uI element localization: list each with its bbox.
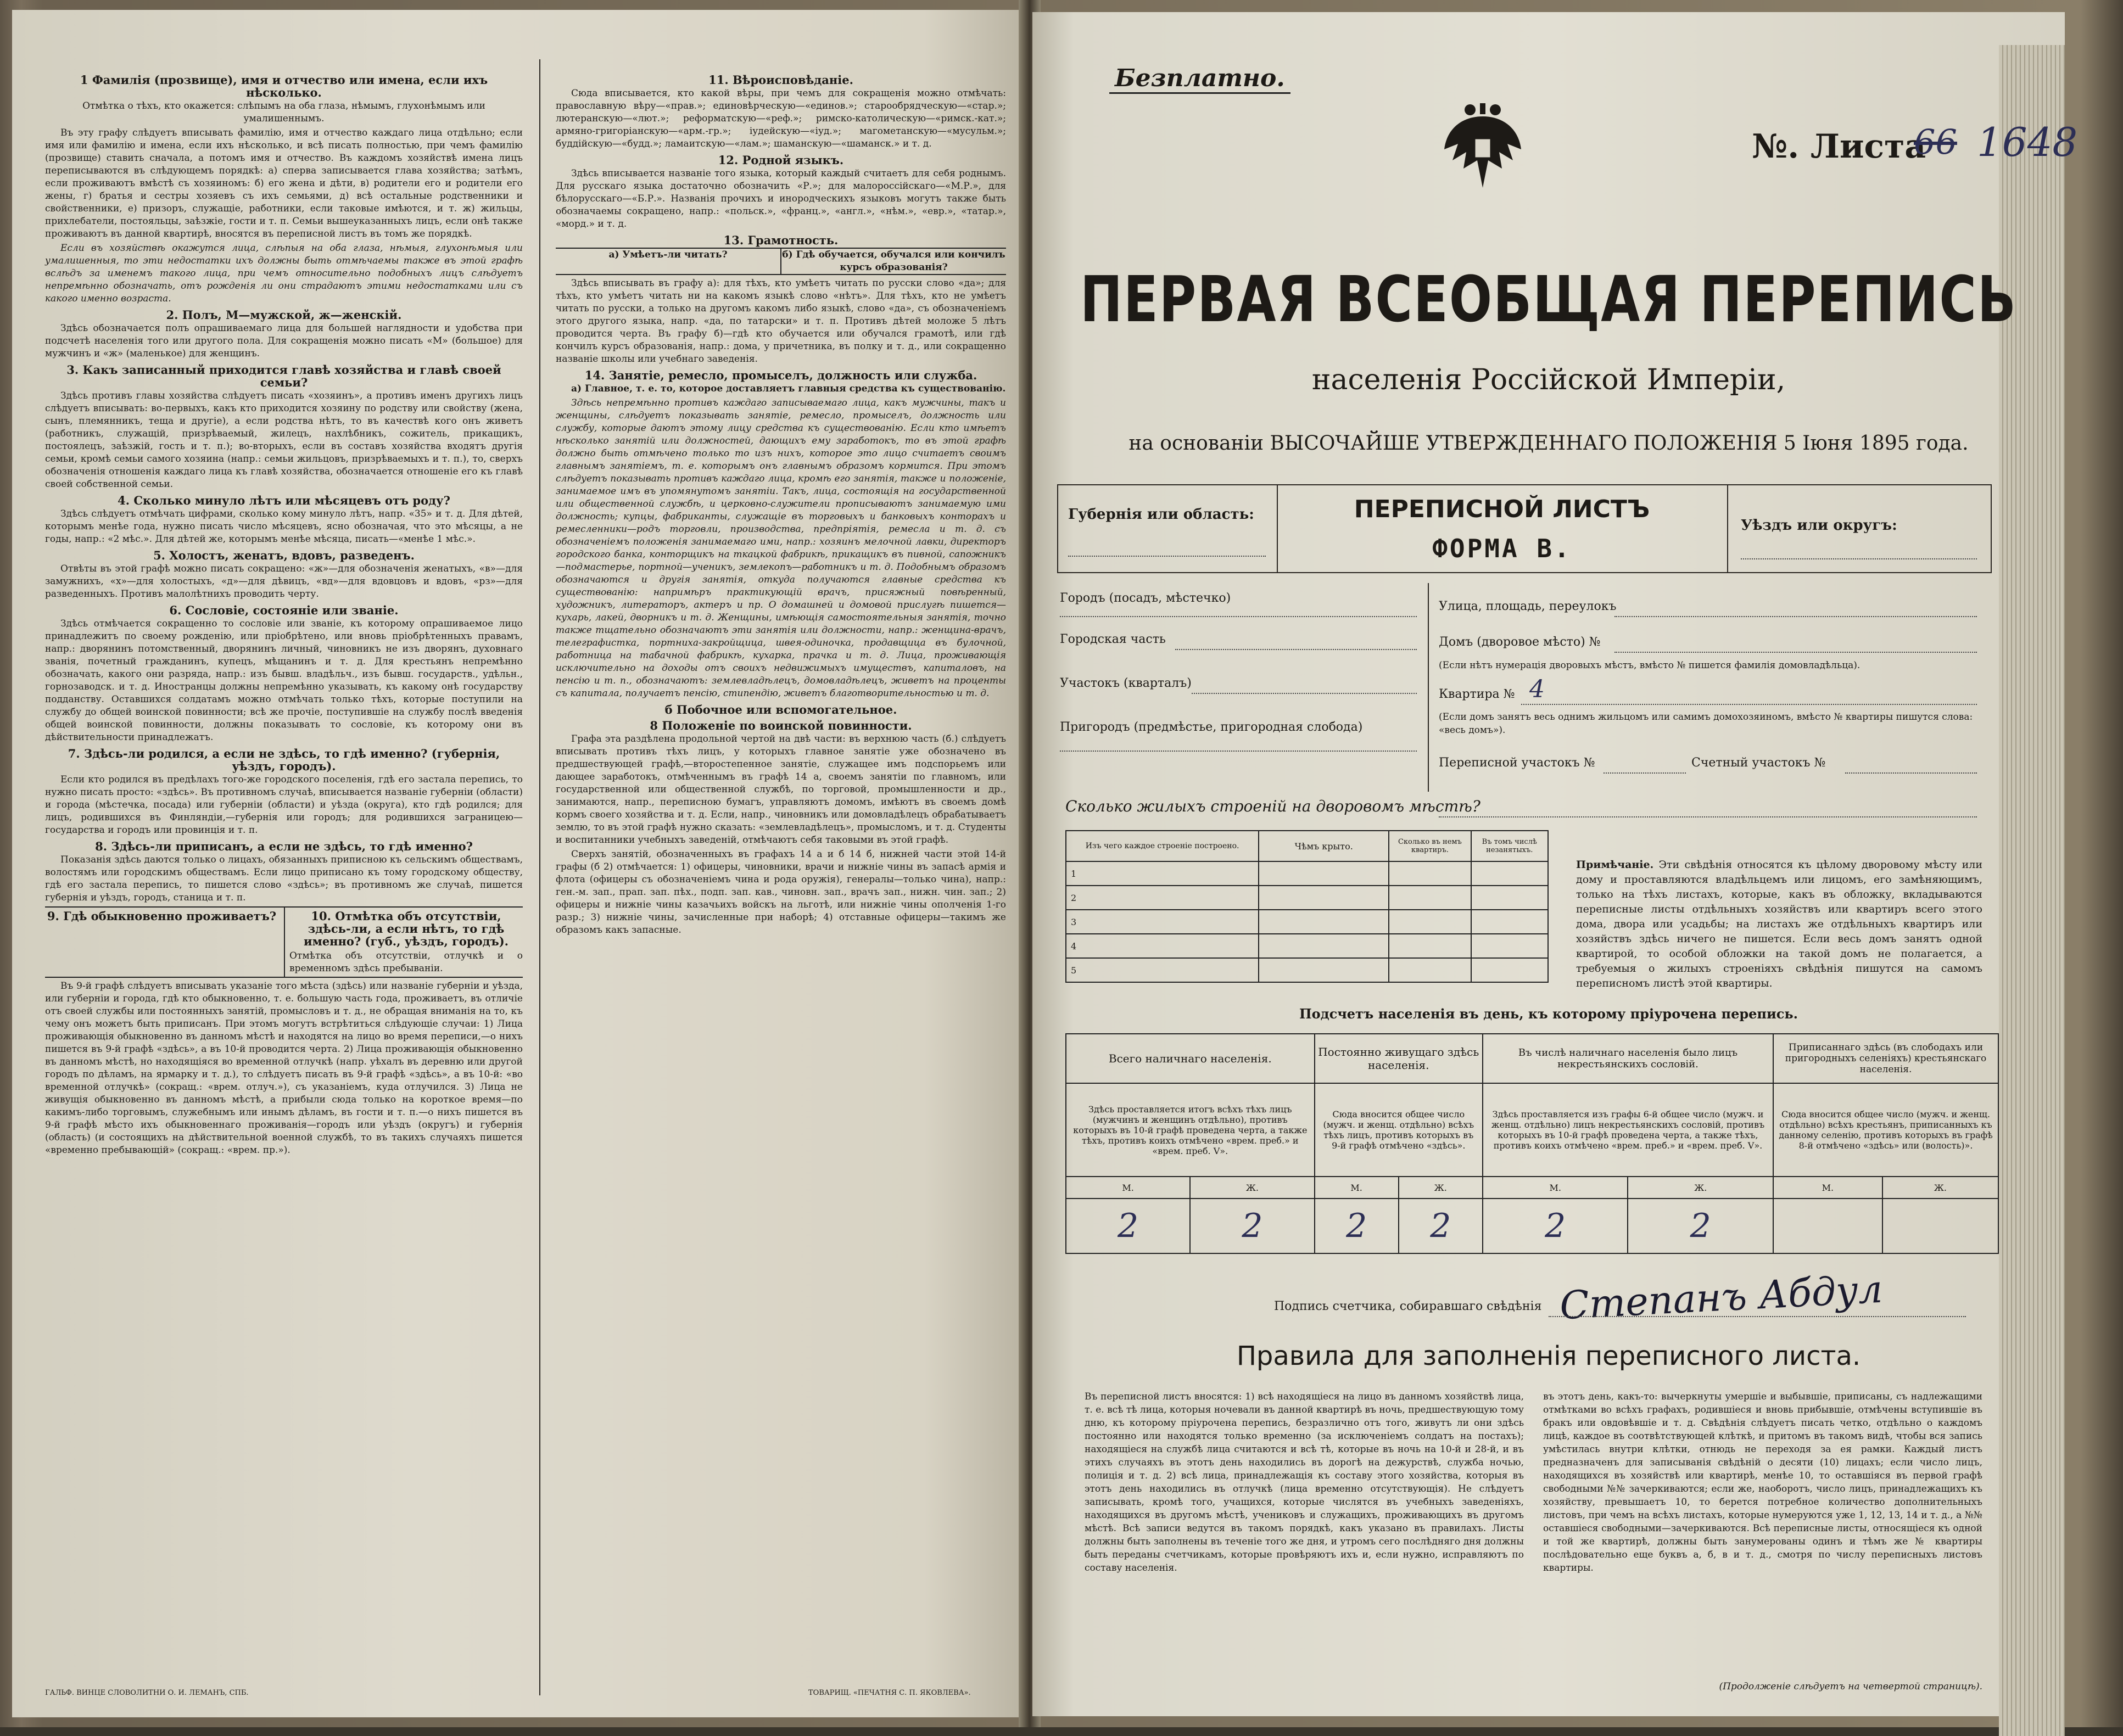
section-14-body: Здѣсь непремѣнно противъ каждаго записываемаго лица, какъ мужчины, такъ и женщины, слѣдуетъ показывать занятіе, ремесло, промыселъ, должность или службу, которые даютъ этому лицу средства къ существованію. Если кто имѣетъ нѣсколько занятій или должностей, дающихъ ему заработокъ, то въ этой графѣ должно быть отмѣчено только то изъ нихъ, которое это лицо считаетъ своимъ главнымъ занятіемъ, т. е. которымъ онъ главнымъ образомъ кормится. При этомъ слѣдуетъ показывать противъ каждаго лица, кромѣ его занятія, также и положеніе, занимаемое имъ въ упомянутомъ занятіи. Такъ, лица, состоящія на государственной или общественной службѣ, и церковно-служители прописываютъ занимаемую ими должность; купцы, фабриканты, служащіе въ торговыхъ и банковыхъ конторахъ и ремесленники—родъ торговли, производства, предпріятія, ремесла и т. д. съ обозначеніемъ положенія занимаемаго ими, напр.: хозяинъ мелочной лавки, директоръ городского банка, конторщикъ на ткацкой фабрикѣ, прикащикъ въ пивной, сапожникъ—подмастерье, портной—ученикъ, землекопъ—работникъ и т. д. Подобнымъ образомъ обозначаются и другія занятія, откуда получаются главные средства къ существованію: напримѣръ практикующій врачъ, присяжный повѣренный, художникъ, литераторъ, актеръ и пр. О домашней и домовой прислугѣ пишется—кухарь, лакей, дворникъ и т. д. Женщины, имѣющія самостоятельныя занятія, точно также тщательно обозначаютъ эти занятія или должности, напр.: женщина-врачъ, телеграфистка, портниха-закройщица, швея-одиночка, продавщица въ булочной, работница на табачной фабрикѣ, кухарка, прачка и т. д. Лица, проживающія исключительно на доходы отъ своихъ недвижимыхъ имуществъ, капиталовъ, на пенсію и т. п., обозначаютъ: землевладѣлецъ, домовладѣлецъ, живетъ на проценты съ капитала, получаетъ пенсію, стипендію, живетъ благотворительностью и т. д. [556, 397, 1006, 699]
section-15-body: Графа эта раздѣлена продольной чертой на двѣ части: въ верхнюю часть (б.) слѣдуетъ вписывать противъ тѣхъ лицъ, у которыхъ главное занятіе уже обозначено въ предшествующей графѣ,—второстепенное занятіе, служащее имъ подспорьемъ или дающее заработокъ, отмѣченнымъ въ графѣ 14 а, своемъ занятіи по главномъ, или государственной или общественной службѣ, по торговой, промышленности и др., занимаются, напр., переписною бумагъ, управляютъ домомъ, имѣютъ въ своемъ домѣ кормъ своего хозяйства и т. д. Если, напр., чиновникъ или домовладѣлецъ обрабатываетъ землю, то въ этой графѣ нужно сказать: «землевладѣлецъ», промысломъ, и т. д. Студенты и воспитанники учебныхъ заведеній, отмѣчаютъ себя таковыми въ этой графѣ. [556, 733, 1006, 845]
section-4-body: Здѣсь слѣдуетъ отмѣчать цифрами, сколько кому минуло лѣтъ, напр. «35» и т. д. Для дѣтей, которымъ менѣе года, нужно писать число мѣсяцевъ, ясно обозначая, что это мѣсяцы, а не годы, напр.: «2 мѣс.». Для дѣтей же, которымъ менѣе мѣсяца, писать—«менѣе 1 мѣс.». [45, 508, 523, 545]
section-11-body: Сюда вписывается, кто какой вѣры, при чемъ для сокращенія можно отмѣчать: православную вѣру—«прав.»; единовѣрческую—«единов.»; старообрядческую—«стар.»; лютеранскую—«лют.»; реформатскую—«реф.»; римско-католическую—«римск.-кат.»; армяно-григоріанскую—«арм.-гр.»; іудейскую—«іуд.»; магометанскую—«мусульм.»; буддійскую—«будд.»; ламаитскую—«лам.»; шаманскую—«шаманск.» и т. д. [556, 88, 1006, 149]
form-type: ФОРМА В. [1432, 534, 1572, 563]
section-2-body: Здѣсь обозначается полъ опрашиваемаго лица для большей наглядности и удобства при подсчетѣ населенія того или другого пола. Для сокращенія можно писать «М» (большое) для мужчинъ и «ж» (маленькое) для женщинъ. [45, 323, 523, 359]
count-header-permanent: Постоянно живущаго здѣсь населенія. [1315, 1034, 1483, 1083]
section-2-title: 2. Полъ, М—мужской, ж—женскій. [166, 308, 402, 322]
count-title: Подсчетъ населенія въ день, къ которому пріурочена перепись. [1299, 1006, 1798, 1022]
bldg-header-vacant: Въ томъ числѣ незанятыхъ. [1471, 831, 1549, 861]
suburb-field[interactable] [1060, 751, 1417, 752]
count-total-female[interactable]: 2 [1190, 1199, 1314, 1253]
female-header: Ж. [1628, 1177, 1773, 1199]
sheet-number-label: №. Листа [1752, 127, 1926, 166]
header-divider-2 [1727, 484, 1728, 573]
free-stamp: Безплатно. [1109, 64, 1290, 94]
section-14-title: 14. Занятіе, ремесло, промыселъ, должность или служба. [584, 368, 977, 382]
count-instr-total: Здѣсь проставляется итогъ всѣхъ тѣхъ лицъ (мужчинъ и женщинъ отдѣльно), противъ которыхъ въ 10-й графѣ проведена черта, а также тѣхъ, противъ коихъ отмѣчено «врем. преб.» и «врем. преб. V». [1066, 1083, 1315, 1177]
section-15-body-2: Сверхъ занятій, обозначенныхъ въ графахъ 14 а и б 14 б, нижней части этой 14-й графы (б 2) отмѣчается: 1) офицеры, чиновники, врачи и нижніе чины въ запасѣ армія и флота (офицеры съ обозначеніемъ чина и рода оружія), генералы—только чина), напр.: ген.-м. зап., прап. зап. пѣх., подп. зап. кав., чиновн. зап., врачъ зап., нижн. чин. зап.; 2) офицеры и нижніе чины казачьихъ войскъ на льготѣ, или нижніе чины ополченія 1-го разр.; 3) нижніе чины, зачисленные при наборѣ; 4) отставные офицеры—такимъ же образомъ какъ запасные. [556, 849, 1006, 936]
gubernia-label: Губернія или область: [1068, 506, 1254, 523]
house-label: Домъ (дворовое мѣсто) № [1439, 635, 1601, 649]
apartment-note: (Если домъ занятъ весь однимъ жильцомъ или самимъ домохозяиномъ, вмѣсто № квартиры пишутся слова: «весь домъ»). [1439, 712, 1973, 736]
bldg-header-material: Изъ чего каждое строеніе построено. [1066, 831, 1259, 861]
section-12-title: 12. Родной языкъ. [718, 153, 844, 167]
section-7-title: 7. Здѣсь-ли родился, а если не здѣсь, то гдѣ именно? (губернія, уѣздъ, городъ). [68, 747, 500, 773]
signature-field [1549, 1316, 1966, 1317]
census-subtitle: населенія Россійской Имперіи, [1311, 363, 1786, 396]
street-label: Улица, площадь, переулокъ [1439, 600, 1617, 613]
section-14b: б Побочное или вспомогательное. [664, 703, 897, 716]
column-divider [539, 59, 540, 1695]
section-9-title: 9. Гдѣ обыкновенно проживаетъ? [47, 909, 277, 923]
bldg-row-1: 1 [1066, 861, 1259, 886]
male-header: М. [1066, 1177, 1190, 1199]
bldg-header-roof: Чѣмъ крыто. [1259, 831, 1389, 861]
rules-column-2: въ этотъ день, какъ-то: вычеркнуты умершіе и выбывшіе, приписаны, съ надлежащими отмѣтками во всѣхъ графахъ, родившіеся и вновь прибывшіе, отмѣчены вступившіе въ бракъ или овдовѣвшіе и т. д. Свѣдѣнія слѣдуетъ писать четко, отдѣльно о каждомъ лицѣ, каждое въ соотвѣтствующей клѣткѣ, и притомъ въ такомъ видѣ, чтобы вся запись умѣстилась внутри клѣтки, отнюдь не переходя за ея рамки. Каждый листъ предназначенъ для записыванія свѣдѣній о десяти (10) лицахъ; если число лицъ, находящихся въ хозяйствѣ или квартирѣ, менѣе 10, то оставшіяся въ первой графѣ свободными №№ зачеркиваются; если же, наоборотъ, число лицъ, принадлежащихъ къ хозяйству, превышаетъ 10, то берется потребное количество дополнительныхъ листовъ, при чемъ на всѣхъ листахъ, которые нумеруются уже 1, 12, 13, 14 и т. д., а №№ оставшіеся свободными—зачеркиваются. Всѣ переписные листы, относящіеся къ одной и той же квартирѣ, должны быть занумерованы одинъ и тѣмъ же № квартиры послѣдовательно еще буквъ а, б, в и т. д., смотря по числу переписныхъ листовъ квартиры. [1543, 1391, 1982, 1573]
section-8-body: Показанія здѣсь даются только о лицахъ, обязанныхъ приписною къ сельскимъ обществамъ, волостямъ или городскимъ обществамъ. Если лицо приписано къ тому городскому обществу, гдѣ его застала перепись, то пишется слово «здѣсь»; въ противномъ же случаѣ, пишется губернія и уѣздъ, городъ, станица и т. п. [45, 854, 523, 903]
count-permanent-female[interactable]: 2 [1399, 1199, 1483, 1253]
note-body: Эти свѣдѣнія относятся къ цѣлому дворовому мѣсту или дому и проставляются владѣльцемъ или лицомъ, его замѣняющимъ, только на тѣхъ листахъ, которые, какъ въ обложку, вкладываются переписные листы отдѣльныхъ хозяйствъ или квартиръ всего этого дома, двора или усадьбы; на листахъ же отдѣльныхъ квартиръ или хозяйствъ здѣсь ничего не пишется. Если весь домъ занятъ одной квартирой, то особой обложки на такой домъ не полагается, а требуемыя о жилыхъ строеніяхъ свѣдѣнія пишутся на самомъ переписномъ листѣ этой квартиры. [1576, 859, 1982, 989]
bldg-cell[interactable] [1259, 934, 1389, 958]
gubernia-field[interactable] [1068, 556, 1266, 557]
sections-9-10-header [45, 906, 523, 978]
section-14a: а) Главное, т. е. то, которое доставляетъ главныя средства къ существованію. [571, 383, 1006, 394]
uezd-field[interactable] [1741, 558, 1977, 559]
section-13-title: 13. Грамотность. [723, 233, 839, 247]
enumerator-signature[interactable]: Степанъ Абдул [1558, 1266, 1884, 1329]
bldg-row-2: 2 [1066, 886, 1259, 910]
count-total-male[interactable]: 2 [1066, 1199, 1190, 1253]
bldg-cell[interactable] [1389, 910, 1471, 934]
bldg-row-3: 3 [1066, 910, 1259, 934]
count-nonpeasant-male[interactable]: 2 [1483, 1199, 1628, 1253]
section-1-note: Отмѣтка о тѣхъ, кто окажется: слѣпымъ на оба глаза, нѣмымъ, глухонѣмымъ или умалишеннымъ. [82, 100, 485, 124]
count-header-total: Всего наличнаго населенія. [1066, 1034, 1315, 1083]
section-10-sub: Отмѣтка объ отсутствіи, отлучкѣ и о временномъ здѣсь пребываніи. [289, 950, 523, 974]
header-rule-left [1057, 484, 1058, 573]
buildings-note [1576, 858, 1982, 991]
section-12-body: Здѣсь вписывается названіе того языка, который каждый считаетъ для себя роднымъ. Для русскаго языка достаточно обозначить «Р.»; для малороссійскаго—«М.Р.», для бѣлорусскаго—«Б.Р.». Названія прочихъ и инородческихъ языковъ могутъ также быть обозначаемы сокращено, напр.: «польск.», «франц.», «англ.», «нѣм.», «евр.», «татар.», «морд.» и т. д. [556, 168, 1006, 229]
count-instr-nonpeasant: Здѣсь проставляется изъ графы 6-й общее число (мужч. и женщ. отдѣльно) лицъ некрестьянскихъ сословій, противъ которыхъ въ 10-й графѣ проведена черта, а также тѣхъ, противъ коихъ отмѣчено «врем. преб.» и «врем. преб. V». [1483, 1083, 1773, 1177]
section-13b: б) Гдѣ обучается, обучался или кончилъ курсъ образованія? [780, 249, 1006, 274]
city-part-label: Городская часть [1060, 632, 1166, 646]
section-11-title: 11. Вѣроисповѣданіе. [708, 73, 853, 87]
census-basis: на основаніи ВЫСОЧАЙШЕ УТВЕРЖДЕННАГО ПОЛОЖЕНІЯ 5 Іюня 1895 года. [1128, 432, 1969, 455]
form-title: ПЕРЕПИСНОЙ ЛИСТЪ [1354, 495, 1650, 523]
section-3-title: 3. Какъ записанный приходится главѣ хозяйства и главѣ своей семьи? [66, 363, 501, 389]
count-nonpeasant-female[interactable]: 2 [1628, 1199, 1773, 1253]
printer-imprint-right: ТОВАРИЩ. «ПЕЧАТНЯ С. П. ЯКОВЛЕВА». [808, 1689, 971, 1697]
bldg-header-apartments: Сколько въ немъ квартиръ. [1389, 831, 1471, 861]
instructions-column-1 [45, 70, 523, 1673]
district-field[interactable] [1192, 693, 1417, 694]
city-field[interactable] [1060, 616, 1417, 617]
buildings-field[interactable] [1439, 816, 1977, 817]
section-4-title: 4. Сколько минуло лѣтъ или мѣсяцевъ отъ роду? [118, 494, 450, 507]
count-permanent-male[interactable]: 2 [1315, 1199, 1399, 1253]
section-15-title: 8 Положеніе по воинской повинности. [650, 719, 912, 732]
header-rule-bottom [1057, 572, 1991, 573]
bldg-cell[interactable] [1471, 958, 1549, 982]
male-header: М. [1773, 1177, 1882, 1199]
section-13-body: Здѣсь вписывать въ графу а): для тѣхъ, кто умѣетъ читать по русски слово «да»; для тѣхъ, кто умѣетъ читать ни на какомъ языкѣ слово «нѣтъ». Для тѣхъ, кто не умѣетъ читать по русски, а только на другомъ какомъ либо языкѣ, слово «да», съ обозначеніемъ этого другого языка, напр. «да, по татарски» и т. п. Противъ дѣтей моложе 5 лѣтъ проводится черта. Въ графу б)—гдѣ кто обучается или обучался грамотѣ, или гдѣ кончилъ курсъ образованія, напр.: дома, у причетника, въ полку и т. д., или сокращенно названіе школы или учебнаго заведенія. [556, 278, 1006, 365]
female-header: Ж. [1882, 1177, 1998, 1199]
bldg-cell[interactable] [1259, 886, 1389, 910]
suburb-label: Пригородъ (предмѣстье, пригородная слобода) [1060, 720, 1363, 734]
rules-continuation: (Продолженіе слѣдуетъ на четвертой страницѣ). [1719, 1681, 1982, 1692]
section-10-title: 10. Отмѣтка объ отсутствіи, здѣсь-ли, а если нѣтъ, то гдѣ именно? (губ., уѣздъ, городъ). [304, 909, 509, 948]
count-header-nonpeasant: Въ числѣ наличнаго населенія было лицъ некрестьянскихъ сословій. [1483, 1034, 1773, 1083]
rules-column-1: Въ переписной листъ вносятся: 1) всѣ находящіеся на лицо въ данномъ хозяйствѣ лица, т. е. всѣ тѣ лица, которыя ночевали въ данной квартирѣ въ ночь, предшествующую тому дню, къ которому пріурочена перепись, безразлично отъ того, живутъ ли они здѣсь постоянно или находятся только временно (за исключеніемъ солдатъ на постахъ); находящіеся на службѣ лица считаются и всѣ тѣ, которые въ ночь на 10-й и 28-й, и въ этихъ случаяхъ въ этотъ день находились въ дорогѣ на дежурствѣ, служба ночью, полиція и т. д. 2) всѣ лица, принадлежащія къ составу этого хозяйства, которыя въ этотъ день находились въ отлучкѣ (лица временно отсутствующія). Не слѣдуетъ записывать, кромѣ того, учащихся, которые числятся въ учебныхъ заведеніяхъ, находящихся въ другомъ мѣстѣ, учениковъ и служащихъ, проживающихъ въ другомъ мѣстѣ. Всѣ записи ведутся въ такомъ порядкѣ, какъ указано въ правилахъ. Листы должны быть заполнены въ теченіе того же дня, и утромъ сего послѣдняго дня должны быть переданы счетчикамъ, которые провѣряютъ ихъ и, если нужно, исправляютъ по составу населенія. [1085, 1391, 1524, 1573]
bldg-cell[interactable] [1471, 934, 1549, 958]
house-field[interactable] [1614, 652, 1977, 653]
female-header: Ж. [1190, 1177, 1314, 1199]
signature-label: Подпись счетчика, собиравшаго свѣдѣнія [1274, 1300, 1542, 1313]
archive-number: 1648 [1977, 119, 2078, 165]
section-9-body: Въ 9-й графѣ слѣдуетъ вписывать указаніе того мѣста (здѣсь) или названіе губерніи и уѣзда, или губерніи и города, гдѣ кто обыкновенно, т. е. большую часть года, проживаетъ, въ отличіе отъ своей службы или постоянныхъ занятій, промысловъ и т. д., не обращая вниманія на то, къ чему онъ можетъ быть приписанъ. При этомъ могутъ встрѣтиться слѣдующіе случаи: 1) Лица проживающія обыкновенно въ данномъ мѣстѣ и находятся на лицо во время переписи,—о нихъ пишется въ 9-й графѣ «здѣсь», а въ 10-й проводится черта. 2) Лица проживающія обыкновенно въ данномъ мѣстѣ, но находящіяся во временной отлучкѣ (напр. уѣхалъ въ деревню или другой городъ по дѣламъ, на ярмарку и т. д.), то слѣдуетъ писать въ 9-й графѣ «здѣсь», а въ 10-й: «во временной отлучкѣ» (сокращ.: «врем. отлуч.»), съ указаніемъ, куда отлучился. 3) Лица не живущія обыкновенно въ данномъ мѣстѣ, а прибыли сюда только на короткое время—по какимъ-либо торговымъ, служебнымъ или инымъ дѣламъ, въ гости и т. п.—о нихъ пишется въ 9-й графѣ мѣсто ихъ обыкновеннаго проживанія—городъ или уѣздъ (округъ) и губернія (область) (и состоящихъ на дѣйствительной военной службѣ, то въ такихъ случаяхъ пишется «временно пребывающій» (сокращ.: «врем. пр.»). [45, 981, 523, 1156]
count-header-registered: Приписаннаго здѣсь (въ слободахъ или пригородныхъ селеніяхъ) крестьянскаго населенія. [1773, 1034, 1998, 1083]
instructions-column-2 [556, 70, 1006, 1673]
section-1-body-2: Если въ хозяйствѣ окажутся лица, слѣпыя на оба глаза, нѣмыя, глухонѣмыя или умалишенныя, то эти недостатки ихъ должны быть отмѣчаемы также въ этой графѣ вслѣдъ за именемъ такого лица, при чемъ относительно подобныхъ лицъ слѣдуетъ непремѣнно обозначать, отъ рожденія ли они страдаютъ этими недостатками или съ какого именно возраста. [45, 243, 523, 304]
population-count-table [1065, 1033, 1999, 1254]
count-district-field[interactable] [1845, 772, 1977, 774]
section-5-title: 5. Холостъ, женатъ, вдовъ, разведенъ. [153, 548, 415, 562]
right-page [1032, 12, 2078, 1716]
section-7-body: Если кто родился въ предѣлахъ того-же городского поселенія, гдѣ его застала перепись, то нужно писать просто: «здѣсь». Въ противномъ случаѣ, вписывается названіе губерніи (области) и города (мѣстечка, посада) или губерніи (области) и уѣзда (округа), кто гдѣ родился; для лицъ, родившихся въ Финляндіи,—губернія или городъ; для родившихся заграницею—государства и городъ или провинція и т. п. [45, 774, 523, 836]
rules-title: Правила для заполненія переписного листа. [1236, 1341, 1861, 1371]
bldg-cell[interactable] [1389, 861, 1471, 886]
count-instr-registered: Сюда вносится общее число (мужч. и женщ. отдѣльно) всѣхъ крестьянъ, приписанныхъ къ данному селенію, противъ которыхъ въ графѣ 8-й отмѣчено «здѣсь» или (волость)». [1773, 1083, 1998, 1177]
count-registered-male[interactable] [1773, 1199, 1882, 1253]
uezd-label: Уѣздъ или округъ: [1741, 517, 1897, 534]
census-title: ПЕРВАЯ ВСЕОБЩАЯ ПЕРЕПИСЬ [1080, 262, 2018, 337]
bldg-cell[interactable] [1471, 910, 1549, 934]
section-6-title: 6. Сословіе, состояніе или званіе. [169, 603, 399, 617]
male-header: М. [1483, 1177, 1628, 1199]
city-part-field[interactable] [1175, 649, 1417, 650]
buildings-table [1065, 830, 1549, 983]
header-rule-right [1991, 484, 1992, 573]
bldg-cell[interactable] [1389, 886, 1471, 910]
street-field[interactable] [1614, 616, 1977, 617]
header-rule-top [1057, 484, 1991, 485]
house-note: (Если нѣтъ нумерація дворовыхъ мѣстъ, вмѣсто № пишется фамилія домовладѣльца). [1439, 660, 1861, 671]
imperial-eagle-icon [1442, 100, 1524, 193]
bldg-cell[interactable] [1471, 861, 1549, 886]
count-instr-permanent: Сюда вносится общее число (мужч. и женщ. отдѣльно) всѣхъ тѣхъ лицъ, противъ которыхъ въ 9-й графѣ отмѣчено «здѣсь». [1315, 1083, 1483, 1177]
section-1-body: Въ эту графу слѣдуетъ вписывать фамилію, имя и отчество каждаго лица отдѣльно; если имя или фамилію и имена, если ихъ нѣсколько, и всѣ писать полностью, при чемъ фамилію (прозвище) ставить сначала, а потомъ имя и отчество. Въ каждомъ хозяйствѣ имена лицъ переписываются въ слѣдующемъ порядкѣ: а) сперва записывается глава хозяйства; затѣмъ, если проживаютъ вмѣстѣ съ хозяиномъ: б) его жена и дѣти, в) родители его и родители его жены, г) братья и сестры хозяевъ съ ихъ семьями, д) всѣ остальные родственники и свойственники, е) призоръ, служащіе, работники, если таковые имѣются, и т. ж) жильцы, прихлебатели, постояльцы, заѣзжіе, гости и т. п. Семьи вышеуказанныхъ лицъ, если онѣ также проживаютъ въ данной квартирѣ, вносятся въ переписной листъ въ томъ же порядкѣ. [45, 127, 523, 239]
bldg-row-4: 4 [1066, 934, 1259, 958]
apartment-value[interactable]: 4 [1529, 675, 1545, 703]
bldg-cell[interactable] [1471, 886, 1549, 910]
male-header: М. [1315, 1177, 1399, 1199]
section-13-subheads [556, 248, 1006, 275]
section-6-body: Здѣсь отмѣчается сокращенно то сословіе или званіе, къ которому опрашиваемое лицо принадлежитъ по своему рожденію, или пріобрѣтено, или вновь пріобрѣтенныхъ правамъ, напр.: дворянинъ потомственный, дворянинъ личный, чиновникъ не изъ дворянъ, духовнаго званія, почетный гражданинъ, купецъ, мѣщанинъ и т. д. Для крестьянъ непремѣнно обозначать, какого они разряда, напр.: изъ бывш. владѣльч., изъ бывш. государств., удѣльн., горнозаводск. и т. д. Иностранцы должны непремѣнно указывать, къ какому онѣ государству подданству. Оставшихся солдатамъ можно отмѣчать только тѣхъ, которые поступили на службу до общей воинской повинности; всѣ же прочіе, поступившіе на службу послѣ введенія общей воинской повинности, должны показывать то сословіе, къ которому они въ дѣйствительности принадлежатъ. [45, 618, 523, 743]
apartment-label: Квартира № [1439, 687, 1515, 701]
bldg-cell[interactable] [1389, 934, 1471, 958]
address-divider [1428, 583, 1429, 792]
note-title: Примѣчаніе. [1576, 859, 1654, 871]
section-5-body: Отвѣты въ этой графѣ можно писать сокращено: «ж»—для обозначенія женатыхъ, «в»—для замужнихъ, «х»—для холостыхъ, «д»—для дѣвицъ, «вд»—для вдовцовъ и вдовъ, «рз»—для разведенныхъ. Противъ малолѣтнихъ проводить черту. [45, 563, 523, 600]
bldg-row-5: 5 [1066, 958, 1259, 982]
section-13a: а) Умѣетъ-ли читать? [608, 249, 728, 260]
city-label: Городъ (посадъ, мѣстечко) [1060, 591, 1231, 605]
bldg-cell[interactable] [1259, 910, 1389, 934]
count-district-label: Счетный участокъ № [1691, 756, 1826, 770]
section-8-title: 8. Здѣсь-ли приписанъ, а если не здѣсь, то гдѣ именно? [95, 839, 473, 853]
apartment-field [1521, 704, 1977, 705]
female-header: Ж. [1399, 1177, 1483, 1199]
section-3-body: Здѣсь противъ главы хозяйства слѣдуетъ писать «хозяинъ», а противъ именъ другихъ лицъ слѣдуетъ вписывать: во-первыхъ, какъ кто приходится хозяину по родству или свойству (жена, сынъ, племянникъ, теща и другіе), а если родства нѣтъ, то въ качествѣ кого онъ живетъ (работникъ, служащій, призрѣваемый, жилецъ, нахлѣбникъ, сожитель, прикащикъ, постоялецъ, заѣзжій, гость и т. п.); во-вторыхъ, если въ составъ хозяйства входятъ другія семьи, кромѣ семьи самого хозяина (напр.: семьи жильцовъ, призрѣваемыхъ и т. п.), то, сверхъ обозначенія отношенія каждаго лица къ главѣ хозяйства, обозначается отношеніе его къ главѣ своей собственной семьи. [45, 390, 523, 490]
census-district-label: Переписной участокъ № [1439, 756, 1595, 770]
bldg-cell[interactable] [1389, 958, 1471, 982]
printer-imprint-left: ГАЛЬФ. ВИНЦЕ СЛОВОЛИТНИ О. И. ЛЕМАНЪ, СПБ. [45, 1689, 249, 1697]
bldg-cell[interactable] [1259, 861, 1389, 886]
district-label: Участокъ (кварталъ) [1060, 676, 1192, 690]
section-1-title: 1 Фамилія (прозвище), имя и отчество или имена, если ихъ нѣсколько. [80, 73, 488, 99]
bldg-cell[interactable] [1259, 958, 1389, 982]
census-district-field[interactable] [1604, 772, 1686, 774]
count-registered-female[interactable] [1882, 1199, 1998, 1253]
buildings-question: Сколько жилыхъ строеній на дворовомъ мѣстѣ? [1065, 797, 1480, 815]
sheet-number-value: 66 [1914, 122, 1957, 162]
left-page [12, 10, 1025, 1717]
